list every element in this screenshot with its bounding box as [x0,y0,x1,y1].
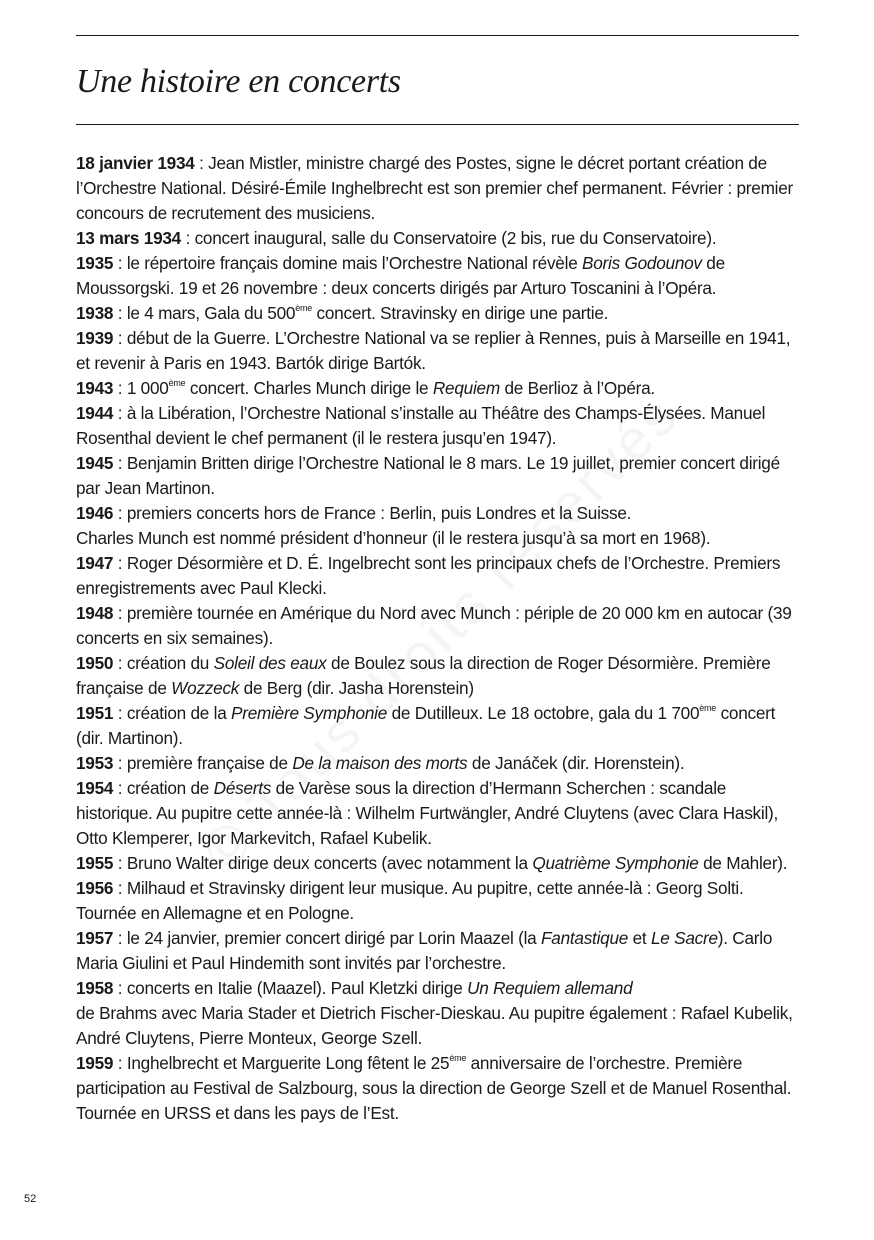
entry-year: 1946 [76,503,114,523]
work-title: Boris Godounov [582,253,702,273]
entry-text: concerts en Italie (Maazel). Paul Kletzki dirige [126,978,468,998]
work-title: Fantastique [541,928,629,948]
work-title: Quatrième Symphonie [532,853,699,873]
timeline-entry [76,451,806,501]
timeline [76,151,806,1126]
entry-text: à la Libération, l’Orchestre National s’installe au Théâtre des Champs-Élysées. Manuel Rosenthal devient le chef permanent (il le restera jusqu’en 1947). [76,403,766,448]
entry-text: début de la Guerre. L’Orchestre National va se replier à Rennes, puis à Marseille en 1941, et revenir à Paris en 1943. Bartók dirige Bartók. [76,328,791,373]
entry-year: 1944 [76,403,114,423]
entry-text: Jean Mistler, ministre chargé des Postes, signe le décret portant création de l’Orchestre National. Désiré-Émile Inghelbrecht est son premier chef permanent. Février : premier concours de recrutement des musiciens. [76,153,794,223]
entry-year: 1955 [76,853,114,873]
entry-text: ). Carlo Maria Giulini et Paul Hindemith sont invités par l’orchestre. [76,928,773,973]
entry-separator: : [113,403,127,423]
entry-separator: : [113,603,127,623]
entry-separator: : [113,853,127,873]
entry-separator: : [113,753,127,773]
ordinal-suffix: ème [295,303,312,313]
entry-text: de Berg (dir. Jasha Horenstein) [239,678,474,698]
entry-text: de Moussorgski. 19 et 26 novembre : deux concerts dirigés par Arturo Toscanini à l’Opéra. [76,253,725,298]
timeline-entry [76,851,806,876]
entry-text: Charles Munch est nommé président d’honneur (il le restera jusqu’à sa mort en 1968). [76,528,711,548]
timeline-entry [76,151,806,226]
entry-text: le 4 mars, Gala du 500 [126,303,296,323]
entry-text: Benjamin Britten dirige l’Orchestre National le 8 mars. Le 19 juillet, premier concert dirigé par Jean Martinon. [76,453,780,498]
entry-separator: : [113,703,127,723]
entry-text: de Mahler). [698,853,788,873]
entry-separator: : [113,453,127,473]
ordinal-suffix: ème [699,703,717,713]
title-rule [76,124,799,125]
work-title: Le Sacre [650,928,718,948]
work-title: Première Symphonie [231,703,388,723]
timeline-entry [76,551,806,601]
entry-year: 18 janvier 1934 [76,153,195,173]
timeline-entry [76,326,806,376]
entry-text: de Boulez sous la direction de Roger Désormière. Première française de [76,653,771,698]
work-title: Wozzeck [171,678,240,698]
entry-text: Roger Désormière et D. É. Ingelbrecht sont les principaux chefs de l’Orchestre. Premiers enregistrements avec Paul Klecki. [76,553,781,598]
entry-text: création de [126,778,214,798]
page-number: 52 [24,1193,37,1205]
entry-year: 13 mars 1934 [76,228,181,248]
entry-year: 1935 [76,253,114,273]
entry-year: 1959 [76,1053,114,1073]
entry-year: 1943 [76,378,114,398]
entry-separator: : [113,653,127,673]
entry-text: de Berlioz à l’Opéra. [499,378,655,398]
entry-text: concert inaugural, salle du Conservatoire (2 bis, rue du Conservatoire). [194,228,717,248]
entry-separator: : [113,328,127,348]
entry-separator: : [113,303,127,323]
work-title: Soleil des eaux [213,653,327,673]
entry-text: Inghelbrecht et Marguerite Long fêtent le 25 [126,1053,450,1073]
entry-separator: : [181,228,195,248]
entry-text: Milhaud et Stravinsky dirigent leur musique. Au pupitre, cette année-là : Georg Solti. Tournée en Allemagne et en Pologne. [76,878,744,923]
entry-text: création du [126,653,214,673]
timeline-entry [76,226,806,251]
entry-separator: : [113,928,127,948]
entry-text: et [628,928,651,948]
entry-year: 1957 [76,928,114,948]
entry-separator: : [113,553,127,573]
entry-year: 1953 [76,753,114,773]
entry-text: le répertoire français domine mais l’Orchestre National révèle [126,253,583,273]
ordinal-suffix: ème [449,1053,467,1063]
entry-year: 1939 [76,328,114,348]
entry-separator: : [113,978,127,998]
entry-text: concert. Charles Munch dirige le [185,378,433,398]
entry-text: de Dutilleux. Le 18 octobre, gala du 1 700 [387,703,700,723]
entry-year: 1956 [76,878,114,898]
entry-year: 1938 [76,303,114,323]
page-title: Une histoire en concerts [76,63,401,100]
entry-text: de Brahms avec Maria Stader et Dietrich Fischer-Dieskau. Au pupitre également : Rafael Kubelik, André Cluytens, Pierre Monteux, George Szell. [76,1003,793,1048]
entry-text: de Varèse sous la direction d’Hermann Scherchen : scandale historique. Au pupitre cette année-là : Wilhelm Furtwängler, André Cluytens (avec Clara Haskil), Otto Klemperer, Igor Markevitch, Rafael Kubelik. [76,778,779,848]
entry-text: concert. Stravinsky en dirige une partie. [311,303,609,323]
entry-text: concert (dir. Martinon). [76,703,776,748]
timeline-entry [76,926,806,976]
entry-text: Bruno Walter dirige deux concerts (avec notamment la [126,853,533,873]
work-title: De la maison des morts [292,753,468,773]
timeline-entry [76,776,806,851]
entry-year: 1958 [76,978,114,998]
work-title: Déserts [213,778,272,798]
entry-year: 1947 [76,553,114,573]
work-title: Requiem [432,378,500,398]
timeline-entry [76,601,806,651]
entry-separator: : [113,1053,127,1073]
entry-year: 1945 [76,453,114,473]
ordinal-suffix: ème [168,378,186,388]
entry-text: de Janáček (dir. Horenstein). [467,753,685,773]
top-rule [76,35,799,36]
entry-text: 1 000 [126,378,169,398]
entry-separator: : [113,253,127,273]
entry-separator: : [113,503,127,523]
entry-year: 1950 [76,653,114,673]
entry-text: création de la [126,703,232,723]
entry-text: le 24 janvier, premier concert dirigé par Lorin Maazel (la [126,928,542,948]
entry-text: première française de [126,753,293,773]
timeline-entry [76,301,806,326]
timeline-entry [76,501,806,551]
timeline-entry [76,251,806,301]
timeline-entry [76,376,806,401]
entry-text: première tournée en Amérique du Nord avec Munch : périple de 20 000 km en autocar (39 concerts en six semaines). [76,603,792,648]
entry-separator: : [194,153,209,173]
timeline-entry [76,401,806,451]
entry-separator: : [113,778,127,798]
entry-year: 1951 [76,703,114,723]
timeline-entry [76,876,806,926]
work-title: Un Requiem allemand [467,978,633,998]
timeline-entry [76,751,806,776]
timeline-entry [76,651,806,701]
entry-text: premiers concerts hors de France : Berlin, puis Londres et la Suisse. [126,503,632,523]
entry-separator: : [113,378,127,398]
timeline-entry [76,701,806,751]
entry-year: 1948 [76,603,114,623]
timeline-entry [76,1051,806,1126]
entry-year: 1954 [76,778,114,798]
entry-separator: : [113,878,127,898]
entry-text: anniversaire de l’orchestre. Première participation au Festival de Salzbourg, sous la direction de George Szell et de Manuel Rosenthal. Tournée en URSS et dans les pays de l’Est. [76,1053,792,1123]
timeline-entry [76,976,806,1051]
